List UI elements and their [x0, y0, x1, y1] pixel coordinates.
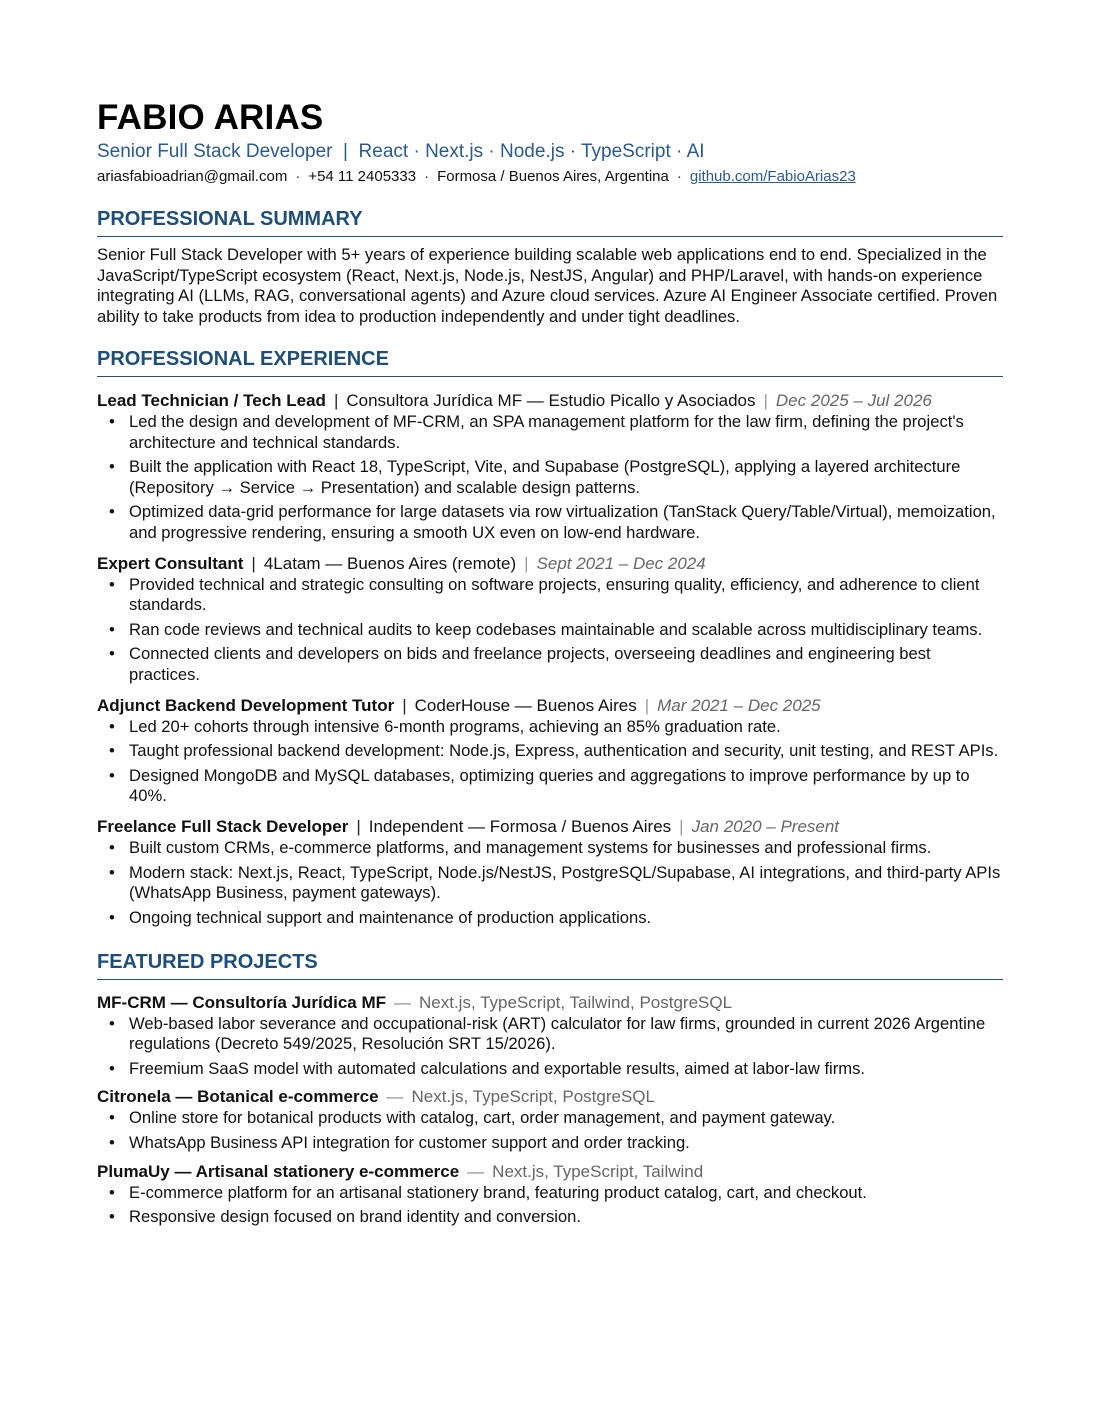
bullet-text: Led the design and development of MF-CRM, an SPA management platform for the law firm, defining the project's architecture and technical standards.	[129, 411, 964, 452]
bullet-item	[97, 1183, 1003, 1204]
project-entry	[97, 1161, 1003, 1228]
experience-entry-header	[97, 816, 1003, 837]
github-link[interactable]: github.com/FabioArias23	[689, 168, 856, 185]
bullet-text: Ongoing technical support and maintenance of production applications.	[129, 907, 652, 927]
project-tech-stack: Next.js, TypeScript, Tailwind	[492, 1161, 704, 1181]
bullet-item	[97, 644, 1003, 685]
project-tech-stack: Next.js, TypeScript, Tailwind, PostgreSQL	[419, 992, 733, 1012]
contact-phone: +54 11 2405333	[308, 168, 417, 185]
separator: |	[356, 817, 361, 837]
experience-section	[97, 346, 1003, 929]
experience-list	[97, 390, 1003, 929]
project-name: Citronela — Botanical e-commerce	[97, 1087, 379, 1107]
bullet-icon: •	[109, 457, 115, 477]
experience-entry	[97, 390, 1003, 544]
section-title-experience: PROFESSIONAL EXPERIENCE	[97, 346, 1003, 377]
project-entry-header	[97, 1161, 1003, 1182]
project-name: PlumaUy — Artisanal stationery e-commerce	[97, 1161, 460, 1181]
bullet-icon: •	[109, 644, 115, 664]
separator: |	[524, 553, 529, 573]
bullet-icon: •	[109, 1182, 115, 1202]
bullet-list	[97, 412, 1003, 544]
bullet-icon: •	[109, 741, 115, 761]
bullet-text: Freemium SaaS model with automated calculations and exportable results, aimed at labor-law firms.	[129, 1058, 865, 1078]
bullet-text: Designed MongoDB and MySQL databases, optimizing queries and aggregations to improve performance by up to 40%.	[129, 765, 970, 806]
separator: |	[763, 390, 768, 410]
bullet-icon: •	[109, 502, 115, 522]
bullet-text: Provided technical and strategic consulting on software projects, ensuring quality, efficiency, and adherence to client standards.	[129, 574, 980, 615]
bullet-item	[97, 741, 1003, 762]
job-organization: Consultora Jurídica MF — Estudio Picallo y Asociados	[346, 390, 756, 410]
experience-entry	[97, 695, 1003, 807]
bullet-text: Led 20+ cohorts through intensive 6-month programs, achieving an 85% graduation rate.	[129, 716, 781, 736]
bullet-list	[97, 1183, 1003, 1228]
bullet-list	[97, 1108, 1003, 1153]
separator: —	[394, 992, 411, 1012]
job-dates: Sept 2021 – Dec 2024	[536, 553, 706, 573]
bullet-icon: •	[109, 619, 115, 639]
experience-entry-header	[97, 553, 1003, 574]
bullet-text: Web-based labor severance and occupational-risk (ART) calculator for law firms, grounded in current 2026 Argentine regulations (Decreto 549/2025, Resolución SRT 15/2026).	[129, 1013, 986, 1054]
bullet-item	[97, 766, 1003, 807]
experience-entry	[97, 553, 1003, 686]
bullet-icon: •	[109, 1013, 115, 1033]
project-tech-stack: Next.js, TypeScript, PostgreSQL	[411, 1087, 655, 1107]
job-role: Lead Technician / Tech Lead	[97, 390, 326, 410]
contact-separator: ·	[676, 168, 682, 185]
separator: |	[644, 695, 650, 715]
job-dates: Mar 2021 – Dec 2025	[657, 695, 821, 715]
job-organization: Independent — Formosa / Buenos Aires	[368, 817, 672, 837]
bullet-text: Taught professional backend development: Node.js, Express, authentication and security, unit testing, and REST APIs.	[129, 741, 999, 761]
bullet-item	[97, 1059, 1003, 1080]
summary-text: Senior Full Stack Developer with 5+ years of experience building scalable web applications end to end. Specialized in the JavaScript/TypeScript ecosystem (React, Next.js, Node.js, NestJS, Angular) and PHP/Laravel, with hands-on experience integrating AI (LLMs, RAG, conversational agents) and Azure cloud services. Azure AI Engineer Associate certified. Proven ability to take products from idea to production independently and under tight deadlines.	[97, 245, 998, 327]
bullet-item	[97, 1133, 1003, 1154]
bullet-text: Built custom CRMs, e-commerce platforms, and management systems for businesses and professional firms.	[129, 838, 932, 858]
bullet-icon: •	[109, 574, 115, 594]
bullet-text: Modern stack: Next.js, React, TypeScript, Node.js/NestJS, PostgreSQL/Supabase, AI integrations, and third-party APIs (WhatsApp Business, payment gateways).	[129, 862, 1001, 903]
contact-line	[97, 165, 1003, 189]
projects-list	[97, 992, 1003, 1228]
experience-entry-header	[97, 390, 1003, 411]
job-dates: Dec 2025 – Jul 2026	[775, 390, 932, 410]
job-dates: Jan 2020 – Present	[691, 817, 840, 837]
bullet-item	[97, 502, 1003, 543]
bullet-text: E-commerce platform for an artisanal stationery brand, featuring product catalog, cart, and checkout.	[129, 1182, 867, 1202]
bullet-icon: •	[109, 765, 115, 785]
projects-section	[97, 949, 1003, 1228]
job-role: Expert Consultant	[97, 553, 244, 573]
project-entry-header	[97, 992, 1003, 1013]
job-role: Adjunct Backend Development Tutor	[97, 695, 395, 715]
bullet-item	[97, 1207, 1003, 1228]
separator: |	[679, 817, 684, 837]
job-organization: CoderHouse — Buenos Aires	[414, 695, 637, 715]
bullet-icon: •	[109, 716, 115, 736]
project-name: MF-CRM — Consultoría Jurídica MF	[97, 992, 386, 1012]
project-entry	[97, 992, 1003, 1080]
bullet-text: Responsive design focused on brand identity and conversion.	[129, 1207, 582, 1227]
bullet-icon: •	[109, 1058, 115, 1078]
separator: |	[333, 390, 339, 410]
bullet-item	[97, 620, 1003, 641]
contact-location: Formosa / Buenos Aires, Argentina	[437, 168, 669, 185]
bullet-icon: •	[109, 1207, 115, 1227]
job-role: Freelance Full Stack Developer	[97, 817, 349, 837]
bullet-icon: •	[109, 1108, 115, 1128]
bullet-text: Connected clients and developers on bids and freelance projects, overseeing deadlines and engineering best practices.	[129, 644, 931, 685]
bullet-text: Online store for botanical products with catalog, cart, order management, and payment gateway.	[129, 1108, 836, 1128]
separator: —	[467, 1161, 485, 1181]
bullet-item	[97, 717, 1003, 738]
project-entry	[97, 1086, 1003, 1153]
bullet-item	[97, 412, 1003, 453]
summary-section	[97, 206, 1003, 328]
bullet-item	[97, 1014, 1003, 1055]
bullet-icon: •	[109, 411, 115, 431]
bullet-text: Optimized data-grid performance for large datasets via row virtualization (TanStack Query/Table/Virtual), memoization, and progressive rendering, ensuring a smooth UX even on low-end hardware.	[129, 502, 996, 542]
section-title-projects: FEATURED PROJECTS	[97, 949, 1003, 980]
separator: —	[386, 1087, 404, 1107]
bullet-list	[97, 717, 1003, 807]
separator: |	[251, 553, 256, 573]
bullet-text: Ran code reviews and technical audits to keep codebases maintainable and scalable across multidisciplinary teams.	[129, 619, 983, 639]
bullet-icon: •	[109, 862, 115, 882]
candidate-name: FABIO ARIAS	[97, 98, 324, 137]
bullet-item	[97, 575, 1003, 616]
bullet-text: WhatsApp Business API integration for customer support and order tracking.	[129, 1132, 690, 1152]
bullet-text: Built the application with React 18, TypeScript, Vite, and Supabase (PostgreSQL), applying a layered architecture (Repository → Service → Presentation) and scalable design patterns.	[129, 457, 961, 497]
bullet-item	[97, 838, 1003, 859]
contact-separator: ·	[424, 168, 430, 185]
bullet-item	[97, 908, 1003, 929]
bullet-list	[97, 838, 1003, 928]
bullet-item	[97, 457, 1003, 498]
contact-separator: ·	[295, 168, 301, 185]
bullet-item	[97, 1108, 1003, 1129]
separator: |	[402, 695, 407, 715]
bullet-list	[97, 575, 1003, 686]
experience-entry-header	[97, 695, 1003, 716]
bullet-icon: •	[109, 1132, 115, 1152]
headline: Senior Full Stack Developer | React · Next.js · Node.js · TypeScript · AI	[97, 141, 705, 162]
experience-entry	[97, 816, 1003, 928]
section-title-summary: PROFESSIONAL SUMMARY	[97, 206, 1003, 237]
project-entry-header	[97, 1086, 1003, 1107]
bullet-item	[97, 863, 1003, 904]
contact-email[interactable]: ariasfabioadrian@gmail.com	[97, 168, 288, 185]
bullet-icon: •	[109, 907, 115, 927]
bullet-icon: •	[109, 838, 115, 858]
bullet-list	[97, 1014, 1003, 1080]
job-organization: 4Latam — Buenos Aires (remote)	[263, 553, 517, 573]
